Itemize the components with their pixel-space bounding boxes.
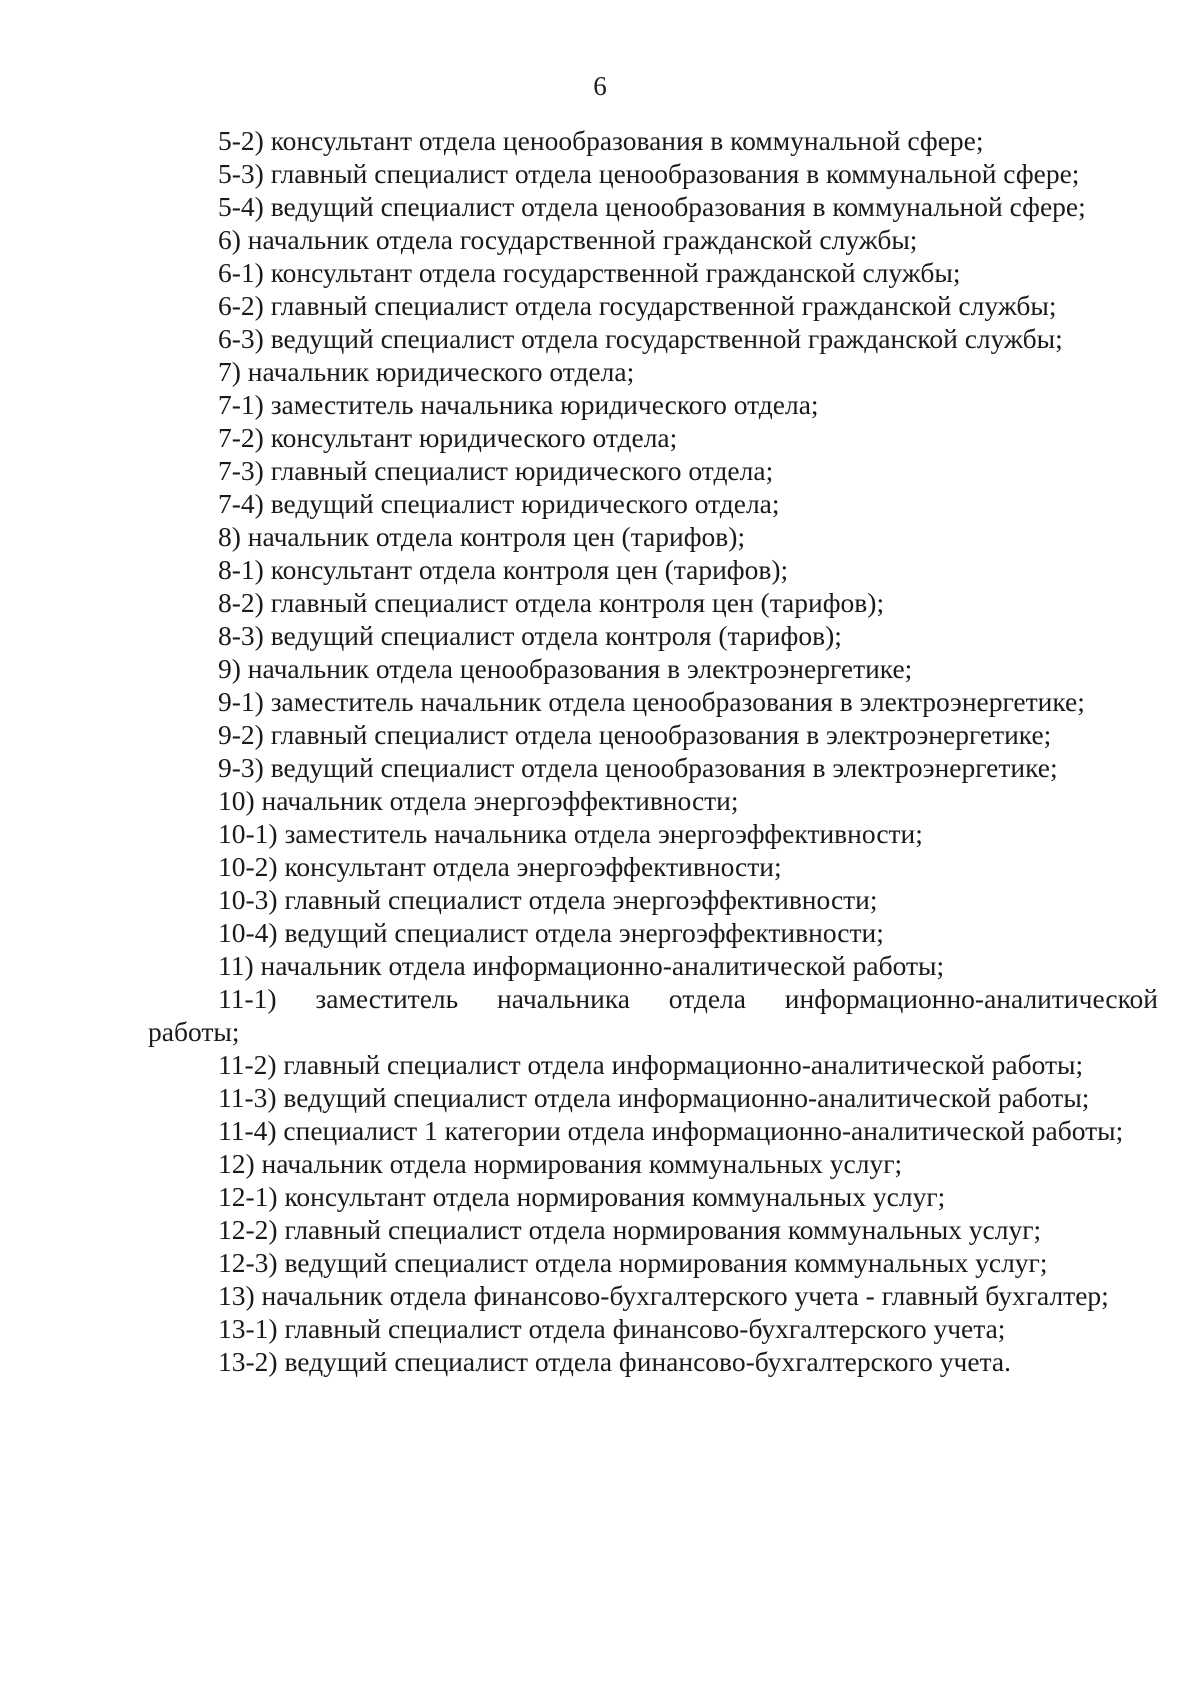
list-item: 8-3) ведущий специалист отдела контроля (тарифов); xyxy=(218,620,842,651)
list-item: 6-1) консультант отдела государственной гражданской службы; xyxy=(218,257,961,288)
list-item: 10-2) консультант отдела энергоэффективности; xyxy=(218,851,782,882)
list-item: 9) начальник отдела ценообразования в электроэнергетике; xyxy=(218,653,913,684)
list-item: 13-2) ведущий специалист отдела финансово-бухгалтерского учета. xyxy=(218,1346,1011,1377)
list-item: 12-3) ведущий специалист отдела нормирования коммунальных услуг; xyxy=(218,1247,1048,1278)
list-item: 7-3) главный специалист юридического отдела; xyxy=(218,455,774,486)
list-item: 6) начальник отдела государственной гражданской службы; xyxy=(218,224,918,255)
list-item: 5-2) консультант отдела ценообразования в коммунальной сфере; xyxy=(218,125,984,156)
list-item: 11-2) главный специалист отдела информационно-аналитической работы; xyxy=(218,1049,1084,1080)
list-item: 11) начальник отдела информационно-аналитической работы; xyxy=(218,950,945,981)
list-item: 6-3) ведущий специалист отдела государственной гражданской службы; xyxy=(218,323,1063,354)
position-list xyxy=(148,124,1158,1378)
list-item: 8) начальник отдела контроля цен (тарифов); xyxy=(218,521,746,552)
list-item: 13-1) главный специалист отдела финансово-бухгалтерского учета; xyxy=(218,1313,1006,1344)
list-item: 7-2) консультант юридического отдела; xyxy=(218,422,678,453)
list-item: 10-4) ведущий специалист отдела энергоэффективности; xyxy=(218,917,884,948)
list-item: 11-4) специалист 1 категории отдела информационно-аналитической работы; xyxy=(218,1115,1124,1146)
list-item: 13) начальник отдела финансово-бухгалтерского учета - главный бухгалтер; xyxy=(218,1280,1109,1311)
list-item: 12-2) главный специалист отдела нормирования коммунальных услуг; xyxy=(218,1214,1042,1245)
list-item: 10-1) заместитель начальника отдела энергоэффективности; xyxy=(218,818,923,849)
list-item: 9-1) заместитель начальник отдела ценообразования в электроэнергетике; xyxy=(218,686,1085,717)
wrapped-item-first-line: 11-1) заместитель начальника отдела информационно-аналитической xyxy=(218,983,1158,1014)
list-item: 7-1) заместитель начальника юридического отдела; xyxy=(218,389,819,420)
list-item: 6-2) главный специалист отдела государственной гражданской службы; xyxy=(218,290,1057,321)
list-item: 7) начальник юридического отдела; xyxy=(218,356,635,387)
list-item: 5-4) ведущий специалист отдела ценообразования в коммунальной сфере; xyxy=(218,191,1086,222)
list-item: 12-1) консультант отдела нормирования коммунальных услуг; xyxy=(218,1181,946,1212)
list-item: 10-3) главный специалист отдела энергоэффективности; xyxy=(218,884,878,915)
page-number: 6 xyxy=(593,71,607,101)
list-item: 8-1) консультант отдела контроля цен (тарифов); xyxy=(218,554,789,585)
list-item-wrapped xyxy=(148,982,1158,1048)
list-item: 10) начальник отдела энергоэффективности; xyxy=(218,785,739,816)
list-item: 12) начальник отдела нормирования коммунальных услуг; xyxy=(218,1148,903,1179)
list-item: 5-3) главный специалист отдела ценообразования в коммунальной сфере; xyxy=(218,158,1080,189)
list-item: 11-3) ведущий специалист отдела информационно-аналитической работы; xyxy=(218,1082,1090,1113)
list-item: 9-3) ведущий специалист отдела ценообразования в электроэнергетике; xyxy=(218,752,1058,783)
list-item: 9-2) главный специалист отдела ценообразования в электроэнергетике; xyxy=(218,719,1052,750)
list-item: 8-2) главный специалист отдела контроля цен (тарифов); xyxy=(218,587,885,618)
wrapped-item-continuation: работы; xyxy=(148,1016,240,1047)
list-item: 7-4) ведущий специалист юридического отдела; xyxy=(218,488,780,519)
